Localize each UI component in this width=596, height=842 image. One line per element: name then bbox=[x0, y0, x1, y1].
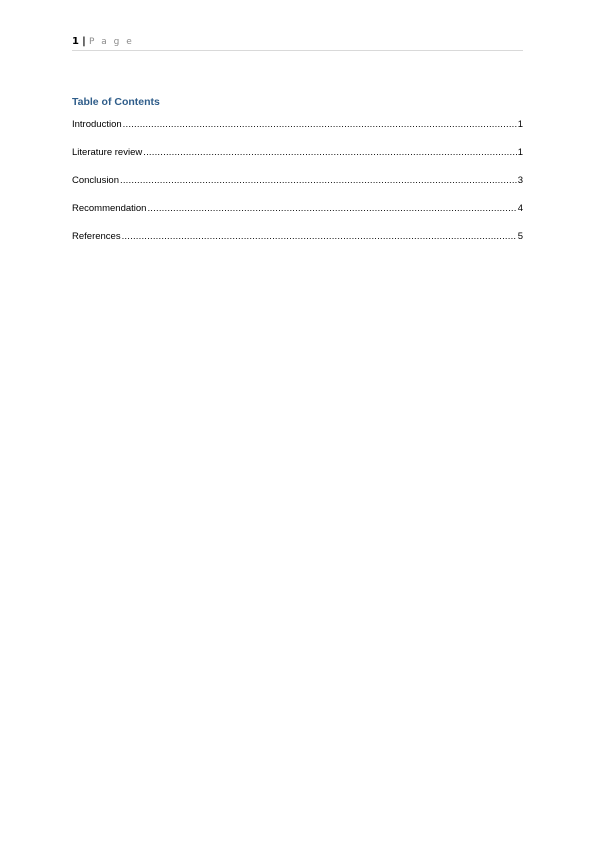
toc-entry-page: 1 bbox=[517, 147, 523, 158]
toc-entry-recommendation[interactable] bbox=[72, 202, 523, 230]
toc-entry-page: 3 bbox=[517, 175, 523, 186]
toc-dot-leader bbox=[147, 202, 516, 215]
toc-entry-page: 1 bbox=[517, 119, 523, 130]
header-page-number: 1 bbox=[72, 36, 79, 47]
toc-entry-conclusion[interactable] bbox=[72, 174, 523, 202]
page-header bbox=[72, 35, 523, 51]
toc-dot-leader bbox=[143, 146, 516, 159]
header-separator: | bbox=[82, 36, 86, 47]
toc-dot-leader bbox=[122, 230, 517, 243]
toc-heading: Table of Contents bbox=[72, 96, 160, 108]
toc-dot-leader bbox=[123, 118, 517, 131]
toc-entry-literature-review[interactable] bbox=[72, 146, 523, 174]
toc-entry-label: Literature review bbox=[72, 147, 143, 158]
toc-entry-introduction[interactable] bbox=[72, 118, 523, 146]
toc-entry-label: Introduction bbox=[72, 119, 122, 130]
toc-entry-page: 4 bbox=[517, 203, 523, 214]
toc-entry-page: 5 bbox=[517, 231, 523, 242]
header-page-label: P a g e bbox=[89, 37, 134, 47]
toc-entry-label: References bbox=[72, 231, 121, 242]
toc-list bbox=[72, 118, 523, 258]
toc-dot-leader bbox=[120, 174, 517, 187]
toc-entry-references[interactable] bbox=[72, 230, 523, 258]
toc-entry-label: Conclusion bbox=[72, 175, 119, 186]
toc-entry-label: Recommendation bbox=[72, 203, 147, 214]
